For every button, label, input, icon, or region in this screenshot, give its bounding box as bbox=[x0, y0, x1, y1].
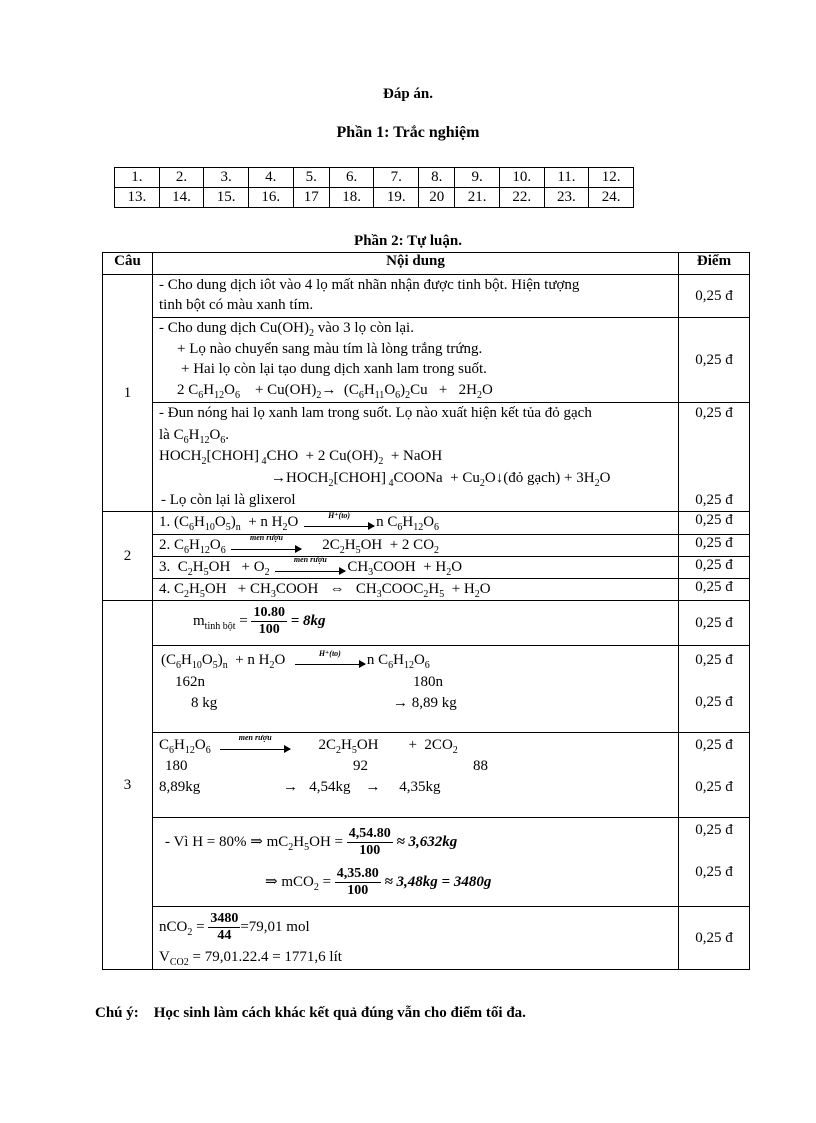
score-pair bbox=[679, 646, 750, 733]
text-line: → 4,54kg → 4,35kg bbox=[283, 779, 441, 795]
formula: - Vì H = 80% ⇒ $mC_2H_5OH$ = $\frac{4,54.80}{100}$ ≈ 3,632kg bbox=[165, 826, 458, 858]
numerator: 3480 bbox=[210, 911, 239, 926]
text-part: tinh bột bbox=[204, 620, 236, 632]
text-line: là $C_6H_{12}O_6$. bbox=[159, 427, 230, 446]
text-part: 4,35kg bbox=[399, 779, 441, 795]
note-text: Học sinh làm cách khác kết quả đúng vẫn cho điểm tối đa. bbox=[153, 1005, 526, 1021]
formula: nCO$_2$ = $\frac{3480}{44}$ =79,01 mol bbox=[159, 911, 310, 943]
score-pair bbox=[679, 403, 750, 512]
mc-cell: 8. bbox=[419, 168, 455, 188]
mc-answer-grid bbox=[114, 167, 634, 208]
mc-cell: 24. bbox=[589, 188, 634, 208]
text-line: + Lọ nào chuyển sang màu tím là lòng trắng trứng. bbox=[177, 341, 483, 357]
q2-content-4 bbox=[153, 579, 679, 601]
q1-row1 bbox=[103, 275, 750, 318]
equation: 4. $C_2H_5OH$ + $CH_3COOH$ ⇔ $CH_3COOC_2H_5 + H_2O$ bbox=[159, 581, 491, 600]
score-pair bbox=[679, 818, 750, 907]
mc-cell: 6. bbox=[329, 168, 374, 188]
text-line: - Cho dung dịch $Cu(OH)_2$ vào 3 lọ còn lại. bbox=[159, 320, 414, 339]
q2-row3 bbox=[103, 557, 750, 579]
mc-cell: 19. bbox=[374, 188, 419, 208]
header-cau: Câu bbox=[103, 253, 153, 275]
mc-cell: 17 bbox=[293, 188, 329, 208]
text-line: 162n bbox=[175, 674, 205, 690]
score: 0,25 đ bbox=[695, 779, 733, 795]
text-line: → 8,89 kg bbox=[393, 695, 457, 711]
score: 0,25 đ bbox=[679, 579, 750, 601]
q2-content-2 bbox=[153, 535, 679, 557]
mc-cell: 14. bbox=[159, 188, 204, 208]
text-part: m bbox=[193, 612, 205, 629]
q2-row2 bbox=[103, 535, 750, 557]
text-line: 8 kg bbox=[191, 695, 218, 711]
q3-number: 3 bbox=[103, 601, 153, 970]
text-line: 180n bbox=[413, 674, 443, 690]
text-line: + Hai lọ còn lại tạo dung dịch xanh lam trong suốt. bbox=[181, 361, 487, 377]
q1-content-3 bbox=[153, 403, 679, 512]
footnote bbox=[95, 1005, 526, 1022]
fraction bbox=[335, 866, 381, 899]
result: ≈ 3,48kg = 3480g bbox=[384, 873, 492, 890]
q2-number: 2 bbox=[103, 512, 153, 601]
page-title: Đáp án. bbox=[382, 86, 434, 102]
mc-cell: 18. bbox=[329, 188, 374, 208]
reaction-arrow bbox=[304, 511, 374, 527]
text-part: (đỏ gạch) bbox=[503, 470, 561, 486]
mc-cell: 15. bbox=[204, 188, 249, 208]
text-line: - Đun nóng hai lọ xanh lam trong suốt. Lọ nào xuất hiện kết tủa đỏ gạch bbox=[159, 405, 592, 421]
q3-content-4 bbox=[153, 818, 679, 907]
q1-content-2 bbox=[153, 318, 679, 403]
text-part: 4,54kg bbox=[309, 779, 351, 795]
text-line: 88 bbox=[473, 758, 488, 774]
formula: $V_{CO2} = 79,01.22.4 = 1771,6$ lít bbox=[159, 949, 342, 968]
text-line: - Lọ còn lại là glixerol bbox=[161, 492, 296, 508]
q3-content-3 bbox=[153, 733, 679, 818]
q1-row2 bbox=[103, 318, 750, 403]
mc-cell: 12. bbox=[589, 168, 634, 188]
equation: 2. $C_6H_{12}O_6$ men rượu $2C_2H_5OH + 2$ $CO_2$ bbox=[159, 533, 440, 556]
mc-row-2 bbox=[115, 188, 634, 208]
q3-row2 bbox=[103, 646, 750, 733]
score: 0,25 đ bbox=[679, 557, 750, 579]
numerator: 4,35.80 bbox=[336, 866, 379, 881]
text-line: 8,89kg bbox=[159, 779, 201, 795]
mc-cell: 4. bbox=[248, 168, 293, 188]
essay-answer-table bbox=[102, 252, 750, 970]
note-label: Chú ý: bbox=[95, 1005, 139, 1021]
text-part: = 79,01.22.4 = 1771,6 lít bbox=[188, 949, 342, 965]
mc-cell: 2. bbox=[159, 168, 204, 188]
header-noidung: Nội dung bbox=[153, 253, 679, 275]
reaction-arrow bbox=[295, 649, 365, 665]
equation: 2 $C_6H_{12}O_6$ + $Cu(OH)_2\to (C_6H_{11}O_6)_2Cu + 2H_2O$ bbox=[177, 382, 493, 401]
q3-row3 bbox=[103, 733, 750, 818]
mc-cell: 21. bbox=[455, 188, 500, 208]
arrow-label: men rượu bbox=[238, 733, 272, 743]
mc-cell: 23. bbox=[544, 188, 589, 208]
fraction bbox=[251, 605, 287, 638]
fraction bbox=[208, 911, 240, 944]
q3-content-5 bbox=[153, 907, 679, 970]
mc-cell: 3. bbox=[204, 168, 249, 188]
text-part: là C bbox=[159, 427, 184, 443]
text-part: 8,89 kg bbox=[411, 695, 457, 711]
q1-row3 bbox=[103, 403, 750, 512]
equation: 1. $(C_6H_{10}O_5)_n + n$ $H_2O$ H⁺(to) n $C_6H_{12}O_6$ bbox=[159, 511, 440, 533]
mc-row-1 bbox=[115, 168, 634, 188]
q2-content-3 bbox=[153, 557, 679, 579]
arrow-label: H⁺(to) bbox=[328, 511, 351, 521]
q3-row4 bbox=[103, 818, 750, 907]
arrow-label: H⁺(to) bbox=[318, 649, 341, 659]
numerator: 10.80 bbox=[253, 605, 285, 620]
score: 0,25 đ bbox=[695, 737, 733, 753]
score: 0,25 đ bbox=[679, 907, 750, 970]
q2-content-1 bbox=[153, 512, 679, 535]
denominator: 100 bbox=[258, 622, 280, 637]
score: 0,25 đ bbox=[695, 492, 733, 508]
header-diem: Điểm bbox=[679, 253, 750, 275]
equation: 3. $C_2H_5OH + O_2$ men rượu $CH_3COOH + H_2O$ bbox=[159, 555, 463, 578]
score: 0,25 đ bbox=[679, 535, 750, 557]
score: 0,25 đ bbox=[679, 318, 750, 403]
text-line: - Cho dung dịch iôt vào 4 lọ mất nhãn nhận được tinh bột. Hiện tượng bbox=[159, 277, 580, 293]
result: ≈ 3,632kg bbox=[396, 833, 458, 850]
mc-cell: 20 bbox=[419, 188, 455, 208]
mc-cell: 5. bbox=[293, 168, 329, 188]
arrow-label: men rượu bbox=[293, 555, 327, 565]
q2-row4 bbox=[103, 579, 750, 601]
q3-row5 bbox=[103, 907, 750, 970]
equation: $C_6H_{12}O_6$ men rượu $2C_2H_5OH$ + $2CO_2$ bbox=[159, 733, 458, 756]
score: 0,25 đ bbox=[679, 275, 750, 318]
q3-content-1 bbox=[153, 601, 679, 646]
q3-content-2 bbox=[153, 646, 679, 733]
score: 0,25 đ bbox=[695, 864, 733, 880]
mc-cell: 9. bbox=[455, 168, 500, 188]
denominator: 100 bbox=[359, 843, 381, 858]
denominator: 44 bbox=[217, 928, 232, 943]
score-pair bbox=[679, 733, 750, 818]
equation: $(C_6H_{10}O_5)_n + n$ $H_2O$ H⁺(to) n $C_6H_{12}O_6$ bbox=[161, 649, 430, 671]
arrow-label: men rượu bbox=[250, 533, 283, 543]
result: =79,01 mol bbox=[240, 918, 310, 935]
score: 0,25 đ bbox=[695, 405, 733, 421]
part2-title: Phần 2: Tự luận. bbox=[354, 233, 462, 249]
text-line: 92 bbox=[353, 758, 368, 774]
text-part: - Cho dung dịch Cu(OH) bbox=[159, 320, 309, 336]
text-part: - Vì H = 80% ⇒ mC bbox=[165, 833, 289, 850]
mc-cell: 11. bbox=[544, 168, 589, 188]
score: 0,25 đ bbox=[679, 512, 750, 535]
text-part: nCO bbox=[159, 918, 188, 935]
score: 0,25 đ bbox=[695, 694, 733, 710]
numerator: 4,54.80 bbox=[348, 826, 391, 841]
denominator: 100 bbox=[347, 883, 369, 898]
header-row bbox=[103, 253, 750, 275]
mc-cell: 1. bbox=[115, 168, 160, 188]
q1-content-1 bbox=[153, 275, 679, 318]
text-line: 180 bbox=[165, 758, 188, 774]
result: = 8kg bbox=[290, 612, 326, 629]
score: 0,25 đ bbox=[695, 822, 733, 838]
score: 0,25 đ bbox=[679, 601, 750, 646]
text-line: tinh bột có màu xanh tím. bbox=[159, 297, 314, 313]
equation: $HOCH_2[CHOH] _4CHO + 2$ $Cu(OH)_2$ + NaOH bbox=[159, 448, 443, 467]
reaction-arrow bbox=[275, 555, 345, 572]
q3-row1 bbox=[103, 601, 750, 646]
mc-cell: 16. bbox=[248, 188, 293, 208]
reaction-arrow bbox=[220, 733, 290, 750]
score: 0,25 đ bbox=[695, 652, 733, 668]
q2-row1 bbox=[103, 512, 750, 535]
formula: ⇒ mCO$_2$ = $\frac{4,35.80}{100}$ ≈ 3,48kg = 3480g bbox=[265, 866, 492, 898]
fraction bbox=[347, 826, 393, 859]
mc-cell: 22. bbox=[499, 188, 544, 208]
reaction-arrow bbox=[231, 533, 301, 550]
mc-cell: 10. bbox=[499, 168, 544, 188]
mc-cell: 13. bbox=[115, 188, 160, 208]
part1-title: Phần 1: Trắc nghiệm bbox=[336, 124, 480, 141]
formula: $m_{tinh bột}$ = $\frac{10.80}{100}$ = 8kg bbox=[193, 605, 326, 637]
text-part: vào 3 lọ còn lại. bbox=[314, 320, 414, 336]
mc-cell: 7. bbox=[374, 168, 419, 188]
q1-number: 1 bbox=[103, 275, 153, 512]
equation: $\to HOCH_2[CHOH]$ $_4$COONa + $Cu_2O↓(đỏ$ gạch) + $3H_2O$ bbox=[271, 470, 611, 489]
